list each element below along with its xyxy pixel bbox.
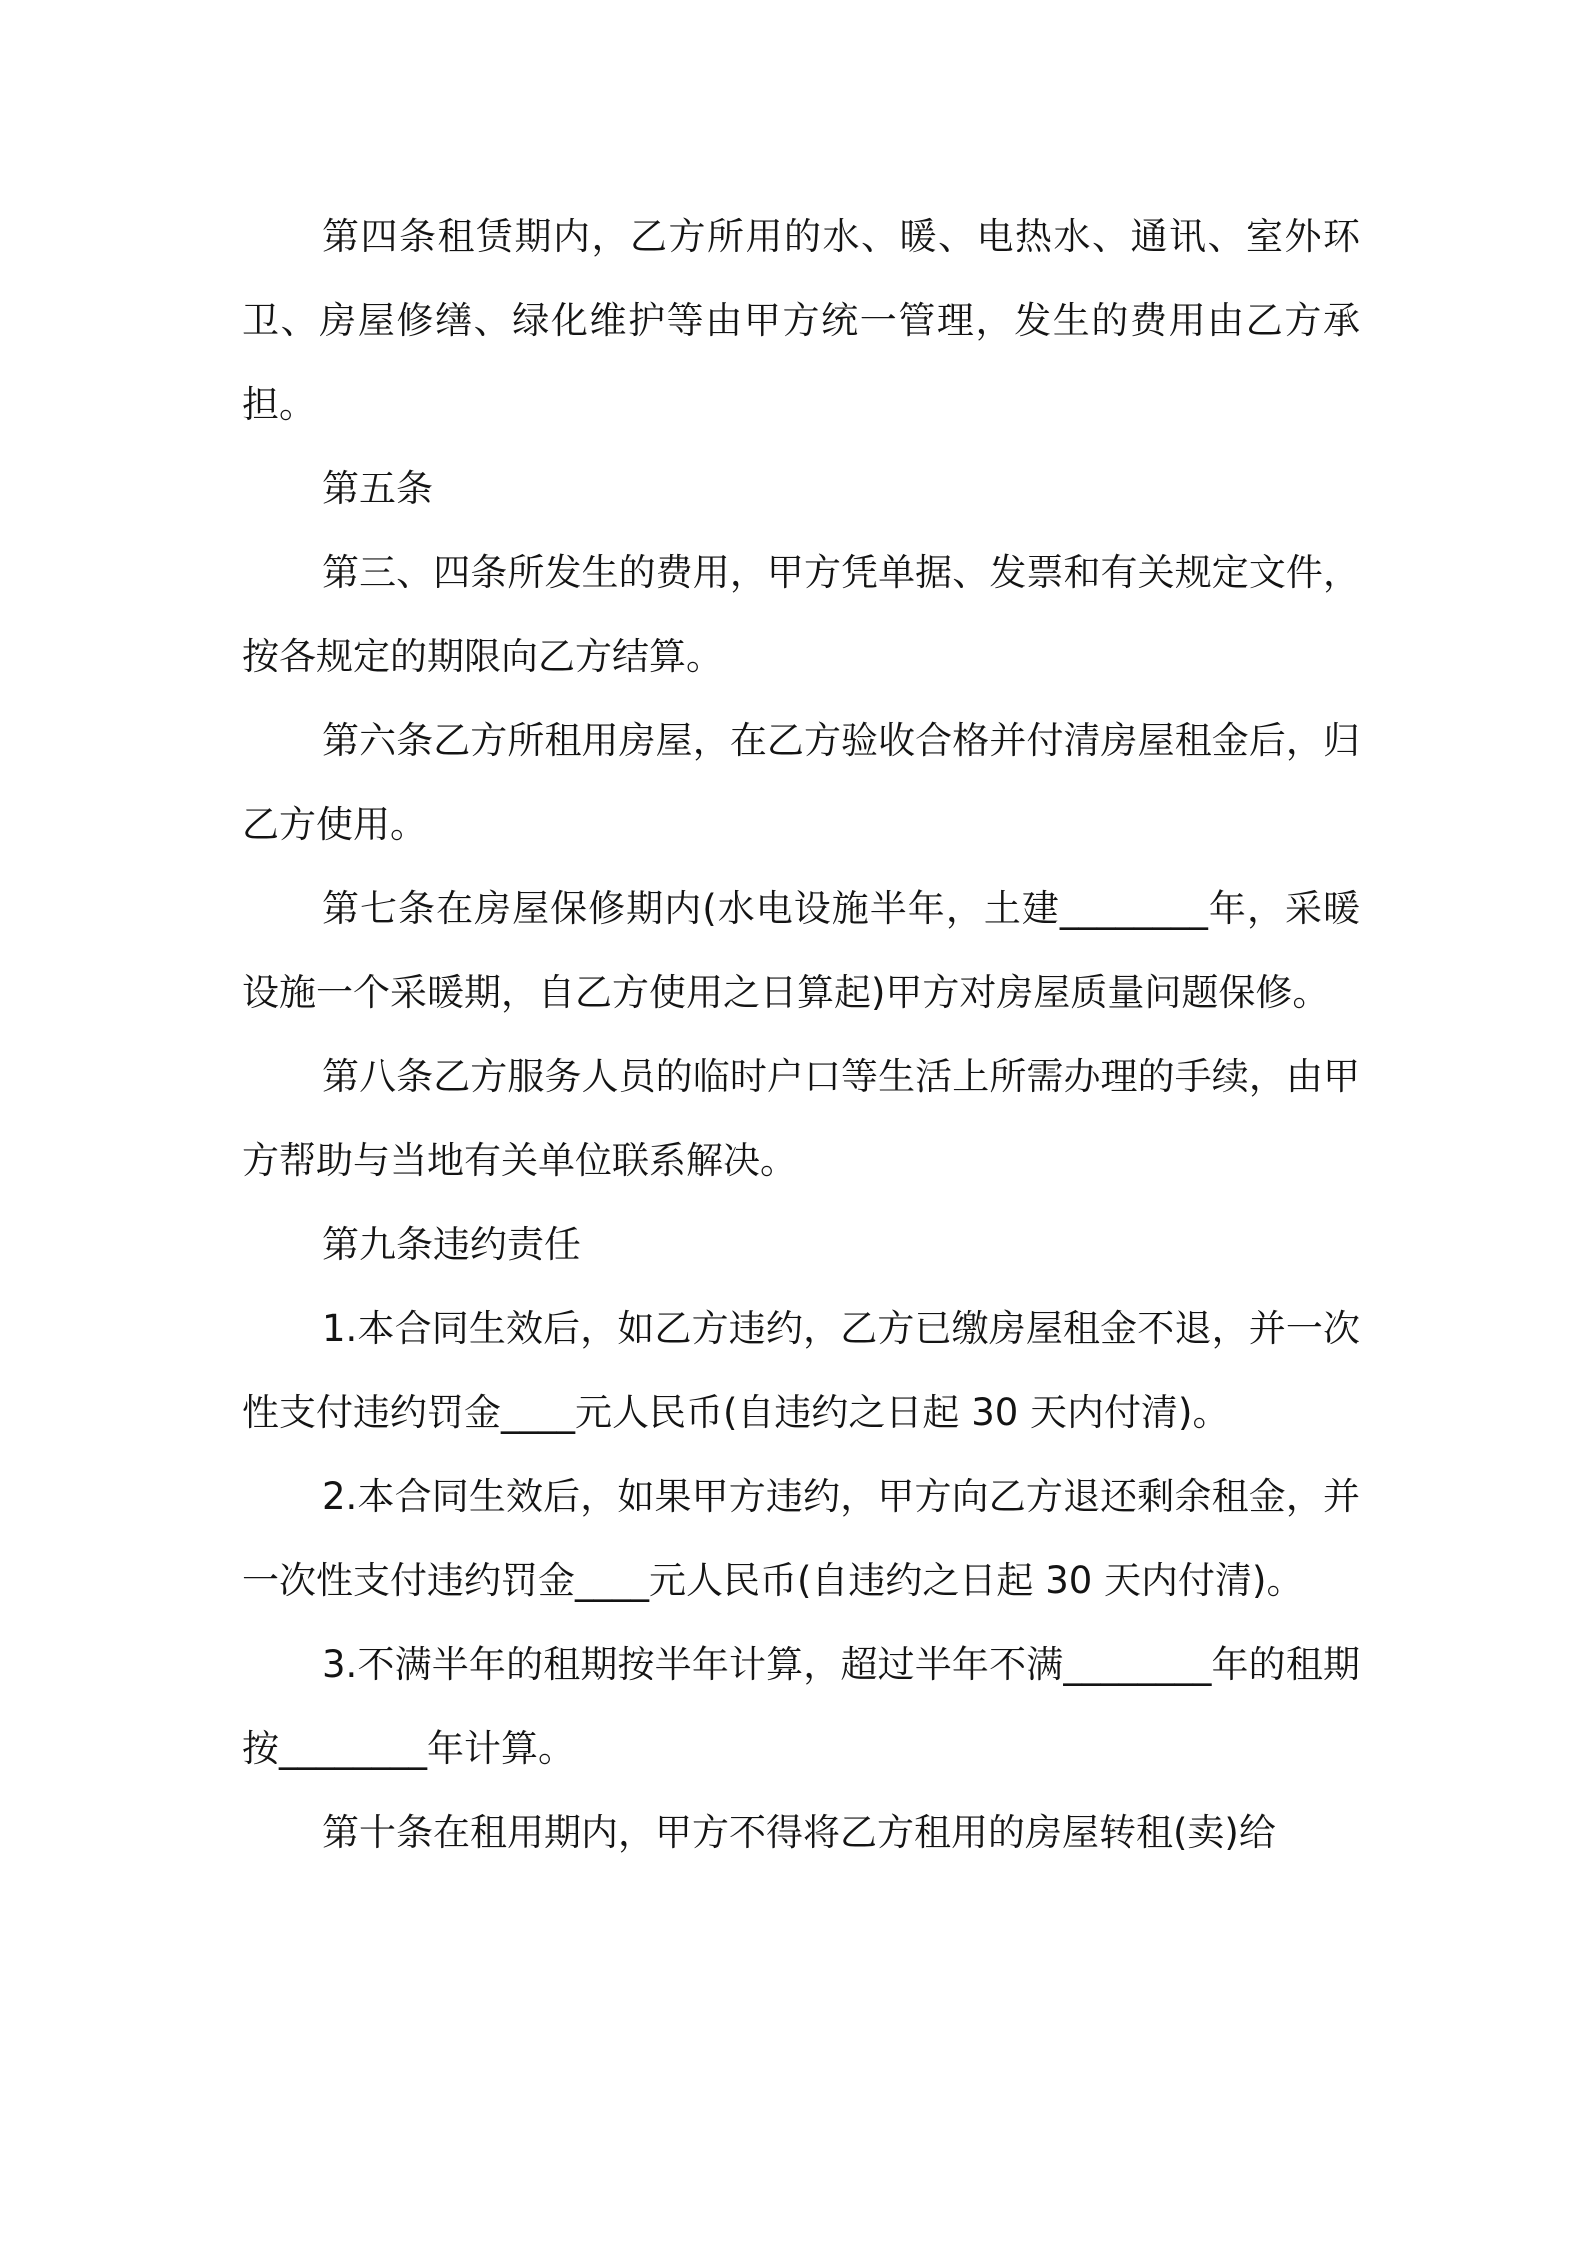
article-9-clause-1: 1.本合同生效后，如乙方违约，乙方已缴房屋租金不退，并一次性支付违约罚金____元人民币(自违约之日起 30 天内付清)。	[242, 1307, 1360, 1434]
document-body	[242, 195, 1360, 1875]
article-7-paragraph: 第七条在房屋保修期内(水电设施半年，土建________年，采暖设施一个采暖期，自乙方使用之日算起)甲方对房屋质量问题保修。	[242, 887, 1360, 1014]
article-10-paragraph: 第十条在租用期内，甲方不得将乙方租用的房屋转租(卖)给	[322, 1811, 1276, 1854]
article-9-clause-3: 3.不满半年的租期按半年计算，超过半年不满________年的租期按________年计算。	[242, 1643, 1360, 1770]
article-9-heading: 第九条违约责任	[322, 1223, 581, 1266]
article-8-paragraph: 第八条乙方服务人员的临时户口等生活上所需办理的手续，由甲方帮助与当地有关单位联系解决。	[242, 1055, 1360, 1182]
article-5-paragraph: 第三、四条所发生的费用，甲方凭单据、发票和有关规定文件，按各规定的期限向乙方结算。	[242, 551, 1360, 678]
article-9-clause-2: 2.本合同生效后，如果甲方违约，甲方向乙方退还剩余租金，并一次性支付违约罚金____元人民币(自违约之日起 30 天内付清)。	[242, 1475, 1360, 1602]
article-5-heading: 第五条	[322, 467, 433, 510]
article-6-paragraph: 第六条乙方所租用房屋，在乙方验收合格并付清房屋租金后，归乙方使用。	[242, 719, 1360, 846]
article-4-paragraph: 第四条租赁期内，乙方所用的水、暖、电热水、通讯、室外环卫、房屋修缮、绿化维护等由甲方统一管理，发生的费用由乙方承担。	[242, 215, 1360, 426]
